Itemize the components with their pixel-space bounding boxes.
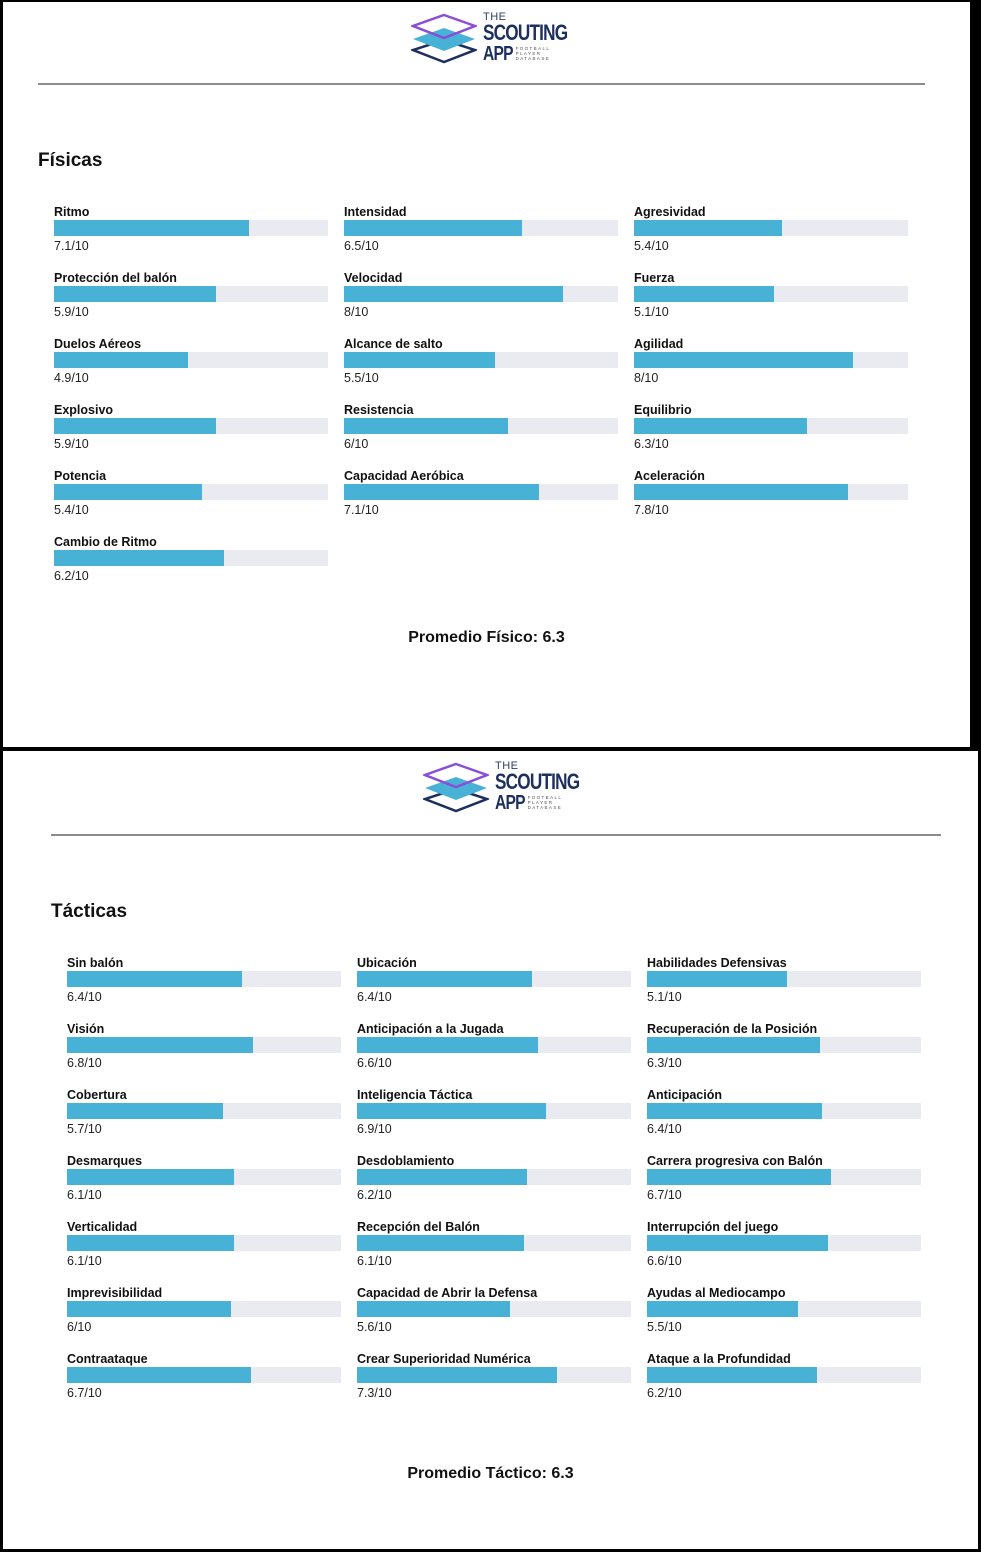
metric-label: Recuperación de la Posición	[647, 1022, 818, 1036]
progress-bar-track	[344, 286, 618, 302]
metrics-grid	[54, 205, 908, 583]
metric-value: 6.3/10	[634, 437, 669, 451]
metric-value: 6.1/10	[67, 1188, 102, 1202]
progress-bar-track	[67, 1037, 341, 1053]
progress-bar-track	[54, 418, 328, 434]
metric-label: Crear Superioridad Numérica	[357, 1352, 531, 1366]
metric-item	[634, 205, 908, 253]
progress-bar-track	[634, 286, 908, 302]
metric-label: Resistencia	[344, 403, 414, 417]
metric-label: Potencia	[54, 469, 107, 483]
metric-label: Recepción del Balón	[357, 1220, 480, 1234]
logo-app-text: APP	[483, 43, 513, 65]
metric-item	[647, 1352, 921, 1400]
progress-bar-track	[647, 1103, 921, 1119]
scouting-app-logo	[423, 761, 603, 815]
logo-tagline: FOOTBALL PLAYER DATABASE	[527, 795, 563, 811]
progress-bar-track	[54, 220, 328, 236]
progress-bar-track	[647, 1367, 921, 1383]
report-page-tactical	[3, 751, 978, 1549]
progress-bar-track	[647, 1235, 921, 1251]
metric-label: Duelos Aéreos	[54, 337, 142, 351]
progress-bar-fill	[634, 352, 853, 368]
metric-value: 5.9/10	[54, 437, 89, 451]
metric-value: 8/10	[634, 371, 659, 385]
metric-value: 6.7/10	[67, 1386, 102, 1400]
progress-bar-fill	[634, 220, 782, 236]
progress-bar-track	[54, 484, 328, 500]
metric-label: Capacidad de Abrir la Defensa	[357, 1286, 538, 1300]
progress-bar-track	[357, 1037, 631, 1053]
progress-bar-fill	[67, 1103, 223, 1119]
metric-item	[344, 205, 618, 253]
metric-item	[647, 1220, 921, 1268]
metric-label: Cobertura	[67, 1088, 127, 1102]
average-label: Promedio Físico:	[408, 629, 539, 646]
metric-item	[344, 337, 618, 385]
metric-label: Visión	[67, 1022, 105, 1036]
metric-value: 5.6/10	[357, 1320, 392, 1334]
progress-bar-fill	[54, 286, 216, 302]
layers-logo-icon	[423, 761, 489, 815]
average-label: Promedio Táctico:	[407, 1465, 547, 1482]
average-score	[3, 1465, 978, 1483]
metric-value: 5.5/10	[647, 1320, 682, 1334]
metric-item	[344, 271, 618, 319]
progress-bar-fill	[67, 971, 242, 987]
progress-bar-fill	[54, 550, 224, 566]
progress-bar-track	[647, 971, 921, 987]
progress-bar-fill	[67, 1169, 234, 1185]
progress-bar-fill	[357, 1367, 557, 1383]
metric-value: 6.6/10	[647, 1254, 682, 1268]
metric-label: Inteligencia Táctica	[357, 1088, 473, 1102]
progress-bar-fill	[357, 971, 532, 987]
metric-item	[67, 956, 341, 1004]
progress-bar-track	[647, 1037, 921, 1053]
metric-value: 8/10	[344, 305, 369, 319]
metric-item	[647, 1154, 921, 1202]
metric-item	[54, 469, 328, 517]
progress-bar-track	[344, 220, 618, 236]
metric-item	[344, 403, 618, 451]
progress-bar-fill	[67, 1037, 253, 1053]
metric-item	[67, 1352, 341, 1400]
metric-item	[67, 1220, 341, 1268]
metric-label: Sin balón	[67, 956, 124, 970]
progress-bar-fill	[344, 352, 495, 368]
progress-bar-fill	[647, 1103, 822, 1119]
progress-bar-fill	[357, 1037, 538, 1053]
progress-bar-fill	[634, 418, 807, 434]
progress-bar-fill	[67, 1235, 234, 1251]
metrics-grid	[67, 956, 921, 1400]
progress-bar-fill	[344, 286, 563, 302]
progress-bar-fill	[634, 286, 774, 302]
progress-bar-track	[647, 1169, 921, 1185]
average-value: 6.3	[551, 1465, 574, 1482]
logo-the-text: THE	[483, 11, 507, 23]
metric-label: Equilibrio	[634, 403, 692, 417]
progress-bar-fill	[647, 971, 787, 987]
metric-label: Interrupción del juego	[647, 1220, 779, 1234]
metric-value: 6.6/10	[357, 1056, 392, 1070]
metric-label: Capacidad Aeróbica	[344, 469, 464, 483]
progress-bar-track	[54, 550, 328, 566]
progress-bar-fill	[54, 418, 216, 434]
progress-bar-fill	[54, 484, 202, 500]
metric-value: 7.1/10	[344, 503, 379, 517]
progress-bar-fill	[647, 1235, 828, 1251]
metric-item	[54, 271, 328, 319]
header-divider	[38, 83, 925, 85]
metric-label: Habilidades Defensivas	[647, 956, 787, 970]
metric-label: Verticalidad	[67, 1220, 138, 1234]
metric-value: 5.1/10	[634, 305, 669, 319]
progress-bar-track	[54, 352, 328, 368]
average-value: 6.3	[542, 629, 565, 646]
progress-bar-track	[357, 971, 631, 987]
metric-value: 6.7/10	[647, 1188, 682, 1202]
progress-bar-fill	[647, 1169, 831, 1185]
metric-value: 6.1/10	[67, 1254, 102, 1268]
metric-item	[357, 1352, 631, 1400]
logo-tagline: FOOTBALL PLAYER DATABASE	[515, 46, 551, 62]
section-title: Físicas	[38, 150, 103, 171]
section-title: Tácticas	[51, 901, 128, 922]
logo-scouting-text: SCOUTING	[495, 769, 580, 794]
metric-value: 6.3/10	[647, 1056, 682, 1070]
progress-bar-track	[357, 1235, 631, 1251]
metric-value: 6.8/10	[67, 1056, 102, 1070]
progress-bar-track	[344, 418, 618, 434]
metric-item	[634, 271, 908, 319]
progress-bar-fill	[357, 1235, 524, 1251]
metric-value: 7.1/10	[54, 239, 89, 253]
metric-item	[54, 535, 328, 583]
metric-item	[634, 403, 908, 451]
progress-bar-fill	[634, 484, 848, 500]
metric-item	[357, 956, 631, 1004]
metric-item	[647, 956, 921, 1004]
metric-value: 5.4/10	[634, 239, 669, 253]
metric-value: 5.7/10	[67, 1122, 102, 1136]
progress-bar-fill	[357, 1169, 527, 1185]
metric-item	[54, 337, 328, 385]
logo-app-text: APP	[495, 792, 525, 814]
progress-bar-fill	[344, 418, 508, 434]
progress-bar-track	[54, 286, 328, 302]
metric-value: 7.3/10	[357, 1386, 392, 1400]
metric-label: Anticipación a la Jugada	[357, 1022, 504, 1036]
report-page-physical	[3, 2, 970, 747]
metric-item	[357, 1022, 631, 1070]
metric-item	[67, 1286, 341, 1334]
progress-bar-fill	[344, 484, 539, 500]
progress-bar-fill	[54, 220, 249, 236]
metric-label: Intensidad	[344, 205, 407, 219]
progress-bar-track	[67, 1169, 341, 1185]
progress-bar-fill	[357, 1301, 510, 1317]
logo-the-text: THE	[495, 760, 519, 772]
metric-item	[647, 1286, 921, 1334]
progress-bar-track	[634, 484, 908, 500]
metric-item	[54, 205, 328, 253]
metric-label: Ubicación	[357, 956, 417, 970]
metric-item	[54, 403, 328, 451]
progress-bar-fill	[54, 352, 188, 368]
progress-bar-fill	[647, 1367, 817, 1383]
metric-item	[67, 1154, 341, 1202]
metric-item	[357, 1286, 631, 1334]
metric-value: 5.4/10	[54, 503, 89, 517]
metric-value: 6.4/10	[647, 1122, 682, 1136]
metric-item	[357, 1220, 631, 1268]
progress-bar-track	[634, 352, 908, 368]
metric-value: 6.2/10	[647, 1386, 682, 1400]
scouting-app-logo	[411, 12, 591, 66]
metric-item	[634, 469, 908, 517]
progress-bar-fill	[344, 220, 522, 236]
metric-value: 5.9/10	[54, 305, 89, 319]
progress-bar-track	[647, 1301, 921, 1317]
metric-item	[344, 469, 618, 517]
metric-label: Ritmo	[54, 205, 90, 219]
metric-item	[634, 337, 908, 385]
metric-value: 6.4/10	[67, 990, 102, 1004]
metric-label: Ayudas al Mediocampo	[647, 1286, 786, 1300]
progress-bar-fill	[647, 1301, 798, 1317]
metric-label: Imprevisibilidad	[67, 1286, 163, 1300]
metric-item	[357, 1088, 631, 1136]
progress-bar-track	[67, 1235, 341, 1251]
metric-label: Aceleración	[634, 469, 705, 483]
metric-value: 6.9/10	[357, 1122, 392, 1136]
metric-label: Desmarques	[67, 1154, 143, 1168]
metric-value: 7.8/10	[634, 503, 669, 517]
metric-value: 6.5/10	[344, 239, 379, 253]
metric-item	[357, 1154, 631, 1202]
metric-value: 6.2/10	[357, 1188, 392, 1202]
progress-bar-track	[634, 220, 908, 236]
progress-bar-fill	[67, 1367, 251, 1383]
metric-label: Velocidad	[344, 271, 403, 285]
metric-value: 6.2/10	[54, 569, 89, 583]
progress-bar-fill	[647, 1037, 820, 1053]
progress-bar-track	[634, 418, 908, 434]
progress-bar-fill	[67, 1301, 231, 1317]
progress-bar-track	[344, 484, 618, 500]
metric-value: 6/10	[67, 1320, 92, 1334]
metric-label: Cambio de Ritmo	[54, 535, 157, 549]
progress-bar-fill	[357, 1103, 546, 1119]
progress-bar-track	[357, 1103, 631, 1119]
metric-value: 6.1/10	[357, 1254, 392, 1268]
header-divider	[51, 834, 941, 836]
metric-item	[67, 1022, 341, 1070]
metric-label: Contraataque	[67, 1352, 148, 1366]
metric-value: 5.1/10	[647, 990, 682, 1004]
metric-label: Alcance de salto	[344, 337, 443, 351]
metric-value: 6.4/10	[357, 990, 392, 1004]
logo-scouting-text: SCOUTING	[483, 20, 568, 45]
metric-label: Fuerza	[634, 271, 675, 285]
metric-label: Protección del balón	[54, 271, 177, 285]
progress-bar-track	[357, 1169, 631, 1185]
progress-bar-track	[67, 1103, 341, 1119]
layers-logo-icon	[411, 12, 477, 66]
progress-bar-track	[357, 1367, 631, 1383]
metric-item	[67, 1088, 341, 1136]
metric-value: 6/10	[344, 437, 369, 451]
metric-label: Agresividad	[634, 205, 706, 219]
metric-label: Anticipación	[647, 1088, 723, 1102]
metric-item	[647, 1088, 921, 1136]
metric-value: 5.5/10	[344, 371, 379, 385]
progress-bar-track	[67, 1301, 341, 1317]
average-score	[3, 629, 970, 647]
metric-label: Agilidad	[634, 337, 684, 351]
progress-bar-track	[67, 1367, 341, 1383]
progress-bar-track	[67, 971, 341, 987]
progress-bar-track	[357, 1301, 631, 1317]
metric-value: 4.9/10	[54, 371, 89, 385]
metric-label: Explosivo	[54, 403, 114, 417]
metric-label: Carrera progresiva con Balón	[647, 1154, 823, 1168]
metric-item	[647, 1022, 921, 1070]
metric-label: Desdoblamiento	[357, 1154, 455, 1168]
progress-bar-track	[344, 352, 618, 368]
metric-label: Ataque a la Profundidad	[647, 1352, 791, 1366]
